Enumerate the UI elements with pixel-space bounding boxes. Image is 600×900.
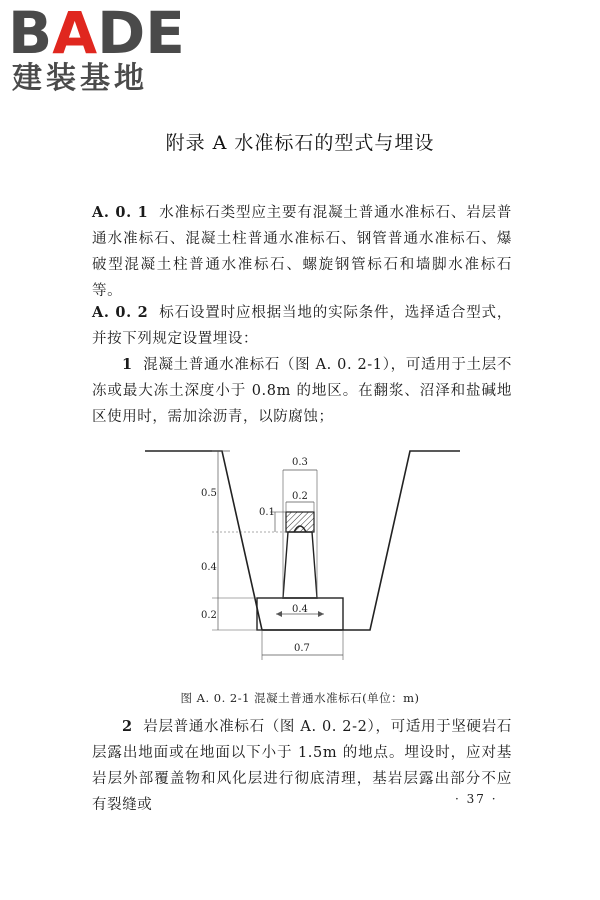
dim-label: 0.2	[201, 610, 217, 621]
clause-number: A. 0. 2	[92, 304, 149, 321]
benchmark-cap	[286, 512, 314, 532]
clause-text: 水准标石类型应主要有混凝土普通水准标石、岩层普通水准标石、混凝土柱普通水准标石、钢管普通水准标石、爆破型混凝土柱普通水准标石、螺旋钢管标石和墙脚水准标石等。	[92, 205, 512, 299]
dim-label: 0.7	[294, 643, 310, 654]
item-2	[92, 714, 512, 818]
figure-caption: 图 A. 0. 2-1 混凝土普通水准标石(单位：m)	[180, 691, 420, 705]
dim-label: 0.5	[201, 488, 217, 499]
logo-subtitle: 建装基地	[12, 61, 148, 96]
dim-label: 0.4	[201, 562, 217, 573]
benchmark-figure	[0, 440, 600, 670]
clause-number: A. 0. 1	[92, 204, 149, 221]
dim-label: 0.2	[292, 491, 308, 502]
benchmark-column	[283, 532, 317, 598]
item-text: 混凝土普通水准标石（图 A. 0. 2-1），可适用于土层不冻或最大冻土深度小于 0.8m 的地区。在翻浆、沼泽和盐碱地区使用时，需加涂沥青，以防腐蚀；	[92, 357, 513, 425]
dim-label: 0.4	[292, 604, 308, 615]
dim-label: 0.1	[259, 507, 275, 518]
brand-logo	[8, 2, 188, 97]
clause-a02	[92, 300, 512, 352]
item-text: 岩层普通水准标石（图 A. 0. 2-2），可适用于坚硬岩石层露出地面或在地面以下小于 1.5m 的地点。埋设时，应对基岩层外部覆盖物和风化层进行彻底清理，基岩层露出部分不应有裂缝或	[92, 719, 513, 813]
page-number: · 37 ·	[455, 792, 498, 806]
item-1	[92, 352, 512, 430]
item-number: 1	[122, 356, 133, 373]
clause-a01	[92, 200, 512, 304]
logo-wordmark: BADE	[8, 0, 185, 67]
page-title: 附录 A 水准标石的型式与埋设	[165, 132, 435, 154]
item-number: 2	[122, 718, 133, 735]
dim-label: 0.3	[292, 457, 308, 468]
clause-text: 标石设置时应根据当地的实际条件，选择适合型式，并按下列规定设置埋设：	[92, 305, 512, 347]
